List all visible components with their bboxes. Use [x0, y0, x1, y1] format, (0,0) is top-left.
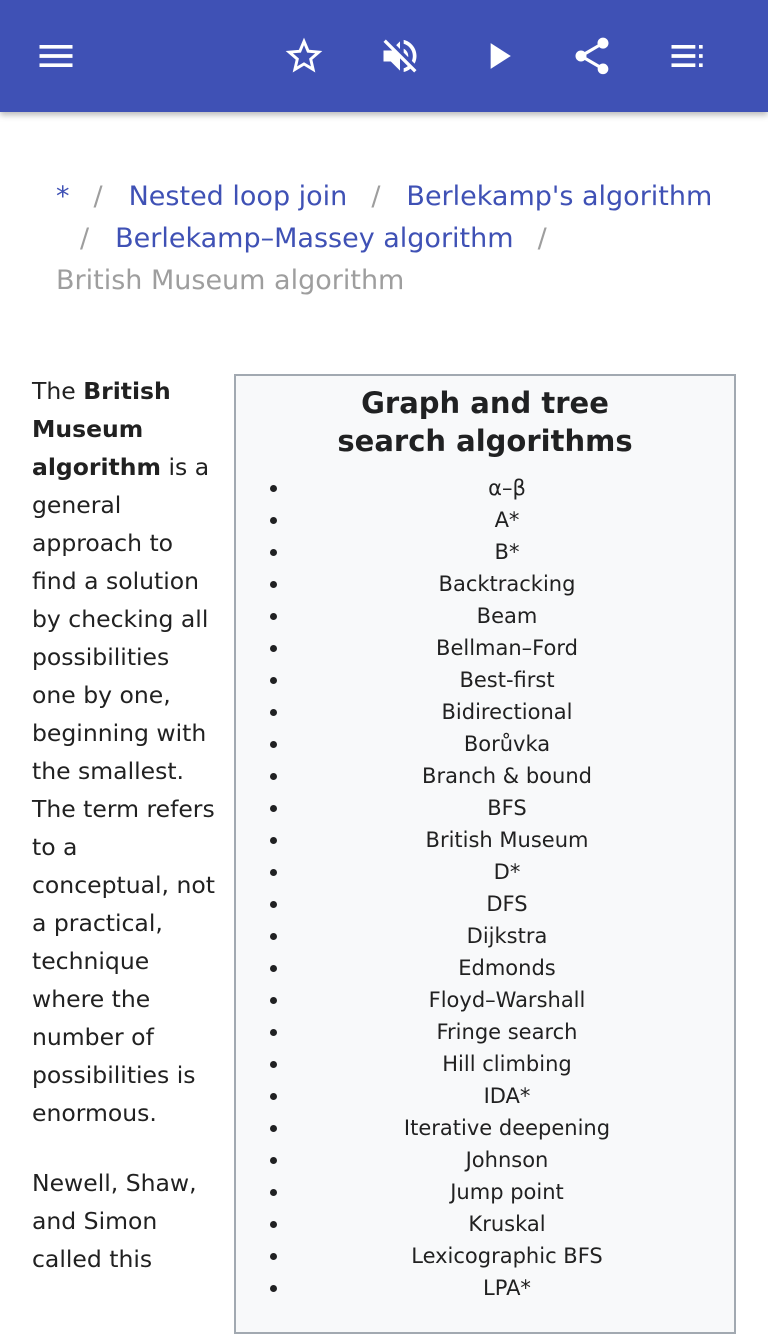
bullet-icon [270, 1093, 277, 1100]
bullet-icon [270, 549, 277, 556]
play-icon [476, 34, 520, 78]
navbox-list [236, 472, 734, 1304]
menu-icon [34, 34, 78, 78]
playlist-icon [666, 34, 710, 78]
navbox-list-item [236, 632, 734, 664]
bullet-icon [270, 1253, 277, 1260]
navbox-link[interactable]: Best-first [459, 668, 555, 692]
volume-off-icon [378, 34, 422, 78]
breadcrumb-separator: / [80, 223, 90, 254]
breadcrumb [56, 176, 736, 302]
navbox-link[interactable]: A* [494, 508, 520, 532]
navbox-list-item [236, 824, 734, 856]
article-body [32, 372, 216, 1310]
star-outline-icon [282, 34, 326, 78]
navbox-list-item [236, 696, 734, 728]
bullet-icon [270, 1221, 277, 1228]
navbox-list-item [236, 1240, 734, 1272]
navbox-link[interactable]: Backtracking [438, 572, 576, 596]
navbox-list-item [236, 664, 734, 696]
breadcrumb-link-nested-loop-join[interactable]: Nested loop join [128, 181, 348, 212]
bullet-icon [270, 837, 277, 844]
bullet-icon [270, 965, 277, 972]
menu-button[interactable] [28, 28, 84, 84]
bullet-icon [270, 1061, 277, 1068]
navbox-link[interactable]: Edmonds [458, 956, 556, 980]
navbox-link[interactable]: Jump point [450, 1180, 564, 1204]
article-term-bold: British Museum algorithm [32, 377, 171, 481]
navbox-link[interactable]: Kruskal [468, 1212, 546, 1236]
navbox-link[interactable]: British Museum [425, 828, 589, 852]
navbox-list-item [236, 1080, 734, 1112]
bullet-icon [270, 485, 277, 492]
navbox-title-line1: Graph and tree [361, 386, 609, 420]
breadcrumb-separator: / [93, 181, 103, 212]
navbox-list-item [236, 536, 734, 568]
mute-button[interactable] [372, 28, 428, 84]
navbox-list-item [236, 952, 734, 984]
article-paragraph [32, 372, 216, 1132]
navbox-list-item [236, 504, 734, 536]
bullet-icon [270, 517, 277, 524]
navbox-link[interactable]: α–β [488, 476, 526, 500]
paragraph-text: is a general approach to find a solution by checking all possibilities one by one, beginning with the smallest. The term refers to a conceptual, not a practical, technique where the number of possibilities is enormous. [32, 453, 215, 1127]
navbox-title-line2: search algorithms [337, 424, 633, 458]
navbox-link[interactable]: Floyd–Warshall [428, 988, 586, 1012]
navbox-list-item [236, 856, 734, 888]
share-icon [570, 34, 614, 78]
navbox-link[interactable]: Borůvka [463, 732, 551, 756]
breadcrumb-link-berlekamps-algorithm[interactable]: Berlekamp's algorithm [406, 181, 713, 212]
navbox-link[interactable]: Johnson [465, 1148, 549, 1172]
breadcrumb-separator: / [537, 223, 547, 254]
bullet-icon [270, 1125, 277, 1132]
navbox-list-item [236, 1176, 734, 1208]
navbox-list-item [236, 728, 734, 760]
navbox-link[interactable]: D* [493, 860, 521, 884]
navbox-link[interactable]: Bidirectional [441, 700, 573, 724]
bullet-icon [270, 773, 277, 780]
navbox-list-item [236, 1144, 734, 1176]
bullet-icon [270, 677, 277, 684]
bullet-icon [270, 805, 277, 812]
bullet-icon [270, 869, 277, 876]
navbox-list-item [236, 472, 734, 504]
bullet-icon [270, 581, 277, 588]
navbox-list-item [236, 568, 734, 600]
bullet-icon [270, 1285, 277, 1292]
bullet-icon [270, 613, 277, 620]
navbox-list-item [236, 1112, 734, 1144]
navbox-link[interactable]: Hill climbing [442, 1052, 572, 1076]
navbox-link[interactable]: DFS [486, 892, 528, 916]
navbox-link[interactable]: Iterative deepening [403, 1116, 611, 1140]
play-button[interactable] [470, 28, 526, 84]
navbox-link[interactable]: B* [494, 540, 520, 564]
navbox-list-item [236, 888, 734, 920]
navbox-list-item [236, 1048, 734, 1080]
breadcrumb-link-berlekamp-massey[interactable]: Berlekamp–Massey algorithm [115, 223, 514, 254]
navbox-link[interactable]: LPA* [483, 1276, 531, 1300]
navbox-link[interactable]: BFS [487, 796, 527, 820]
bullet-icon [270, 1029, 277, 1036]
navbox-graph-search-algorithms [234, 374, 736, 1334]
navbox-list-item [236, 1016, 734, 1048]
bullet-icon [270, 1189, 277, 1196]
share-button[interactable] [564, 28, 620, 84]
navbox-link[interactable]: IDA* [483, 1084, 531, 1108]
navbox-link[interactable]: Lexicographic BFS [411, 1244, 603, 1268]
navbox-list-item [236, 760, 734, 792]
navbox-link[interactable]: Beam [476, 604, 538, 628]
bullet-icon [270, 933, 277, 940]
navbox-list-item [236, 984, 734, 1016]
article-paragraph: Newell, Shaw, and Simon called this [32, 1169, 197, 1273]
bookmark-button[interactable] [276, 28, 332, 84]
breadcrumb-current-page: British Museum algorithm [56, 265, 405, 296]
bullet-icon [270, 901, 277, 908]
bullet-icon [270, 709, 277, 716]
breadcrumb-link-home[interactable]: * [56, 181, 70, 212]
bullet-icon [270, 741, 277, 748]
app-toolbar [0, 0, 768, 112]
breadcrumb-separator: / [371, 181, 381, 212]
playlist-button[interactable] [660, 28, 716, 84]
navbox-list-item [236, 1208, 734, 1240]
bullet-icon [270, 1157, 277, 1164]
navbox-link[interactable]: Bellman–Ford [436, 636, 578, 660]
bullet-icon [270, 997, 277, 1004]
navbox-title [236, 376, 734, 460]
paragraph-lead: The [32, 377, 84, 405]
navbox-link[interactable]: Dijkstra [466, 924, 548, 948]
navbox-list-item [236, 792, 734, 824]
navbox-list-item [236, 1272, 734, 1304]
navbox-list-item [236, 600, 734, 632]
navbox-link[interactable]: Fringe search [436, 1020, 578, 1044]
navbox-link[interactable]: Branch & bound [422, 764, 592, 788]
navbox-list-item [236, 920, 734, 952]
bullet-icon [270, 645, 277, 652]
